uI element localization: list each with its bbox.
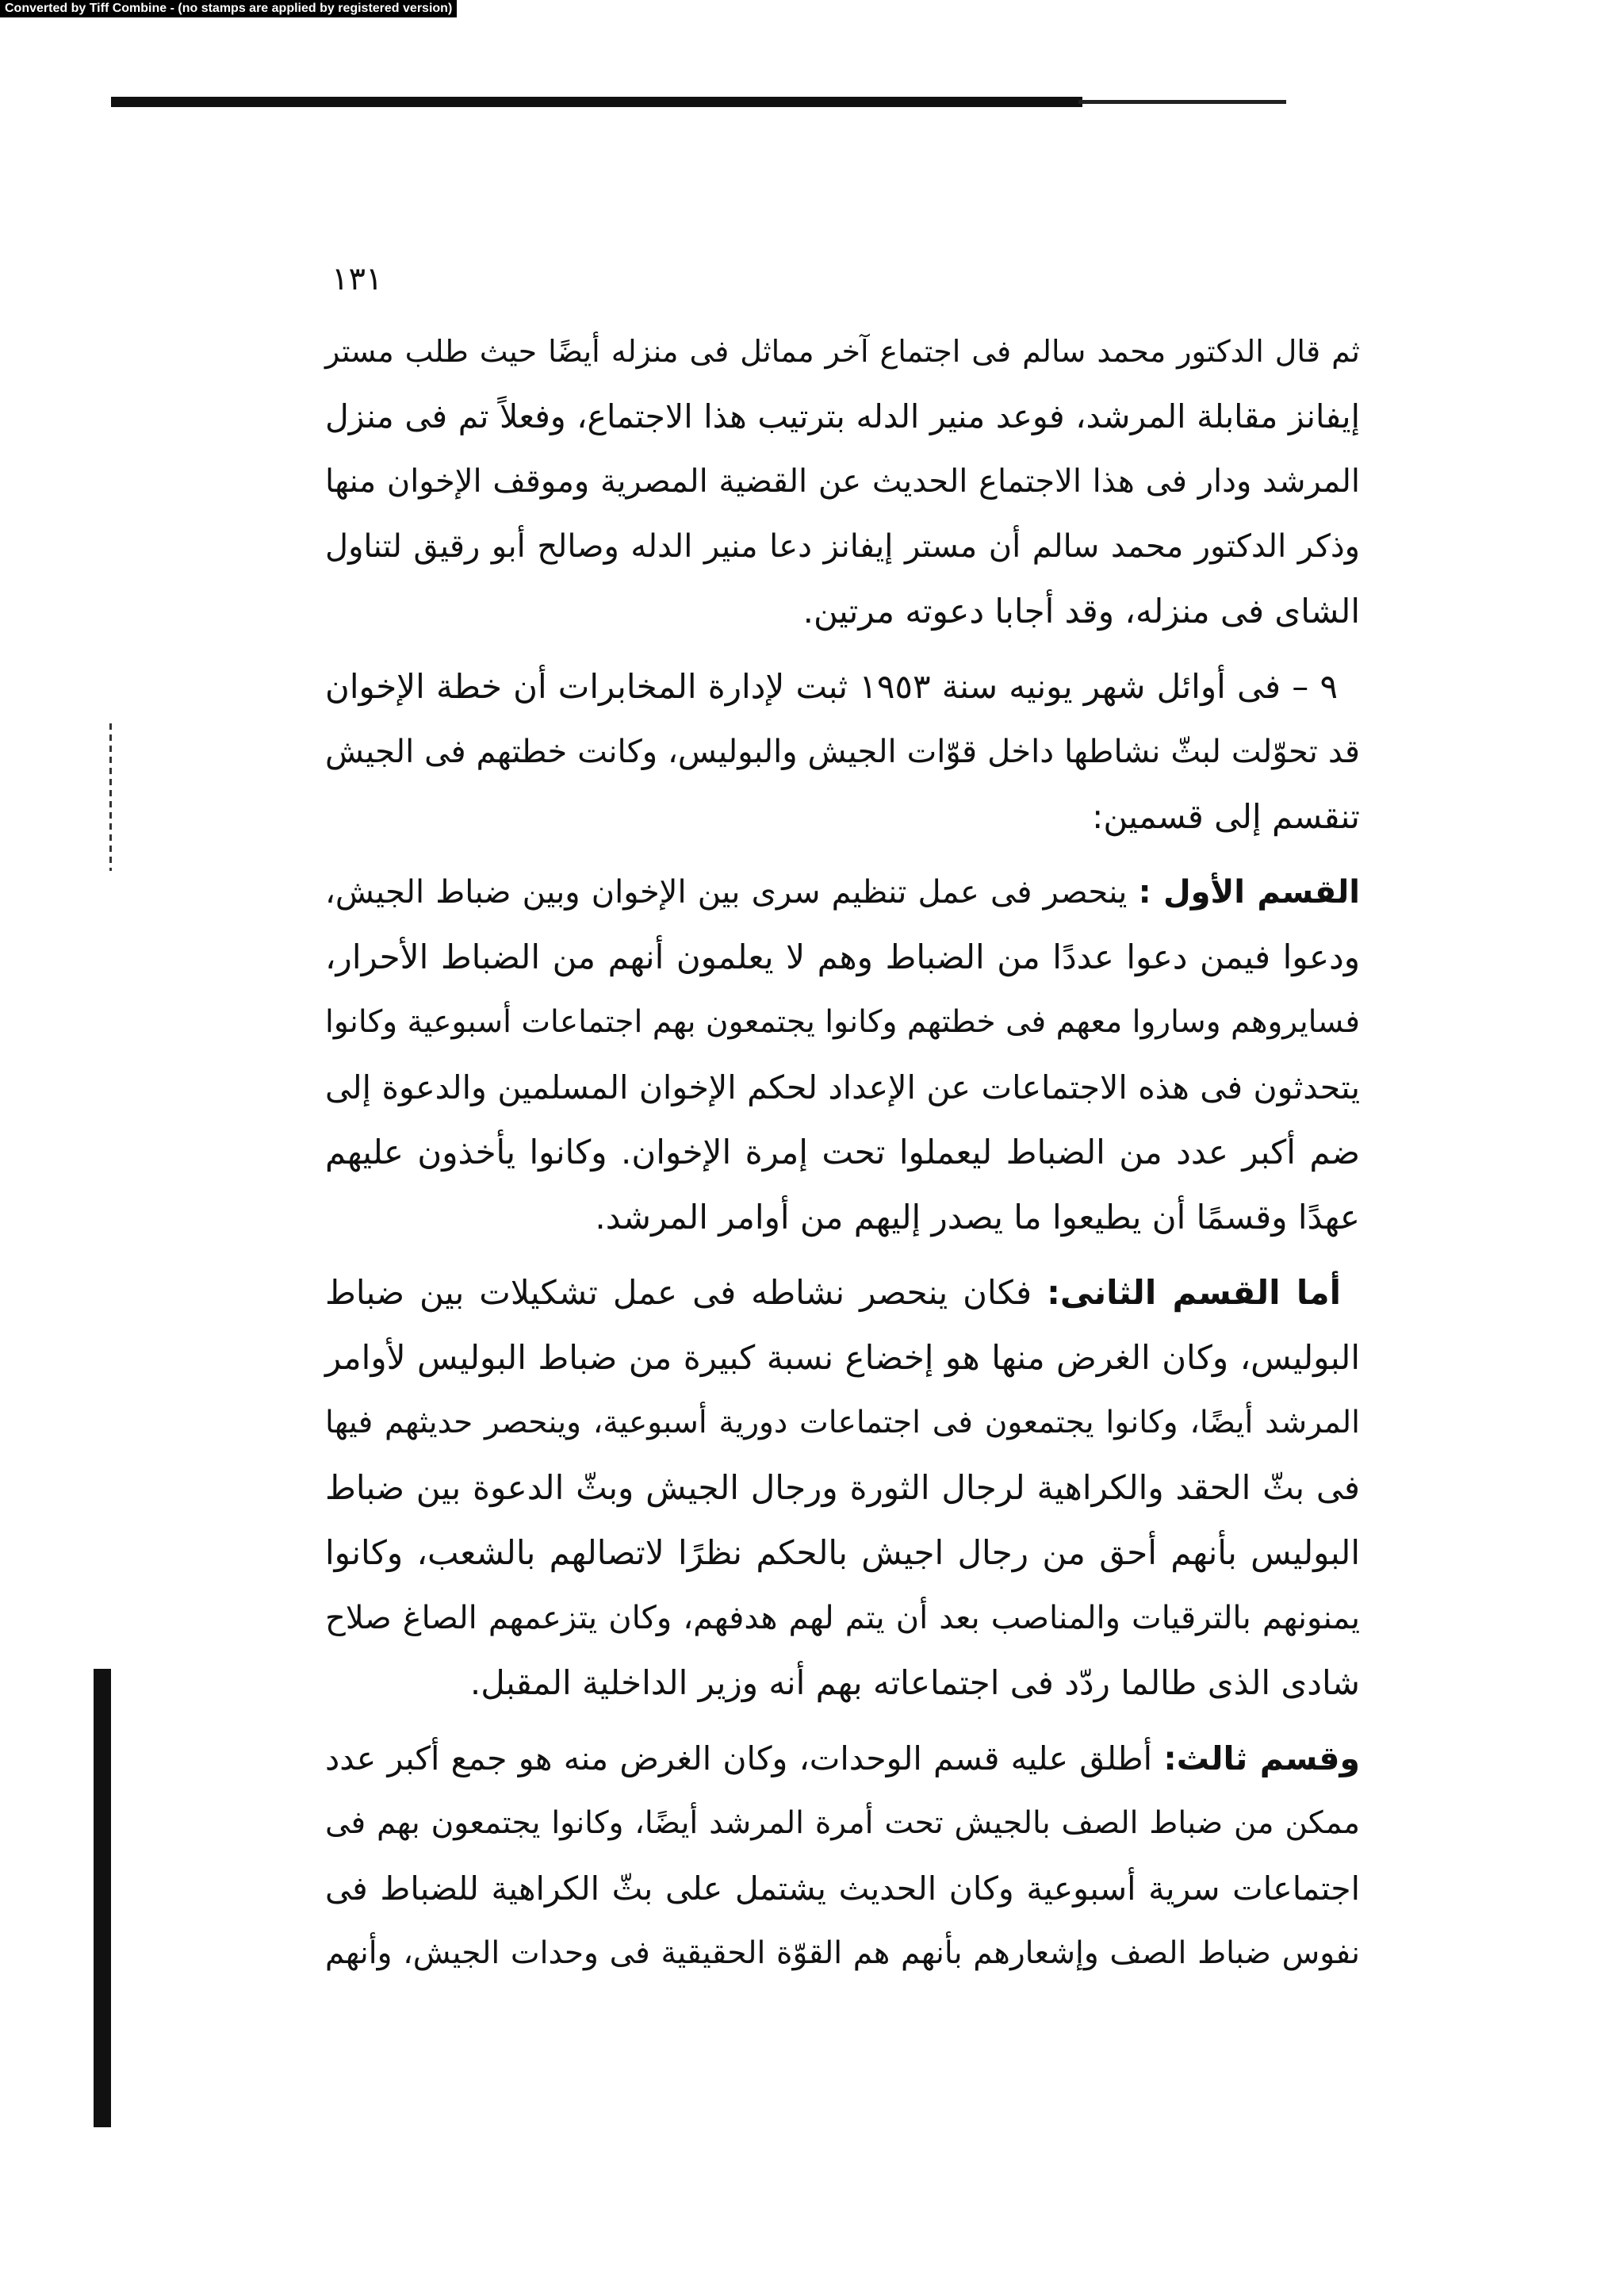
text-line: قد تحوّلت لبثّ نشاطها داخل قوّات الجيش والبوليس، وكانت خطتهم فى الجيش	[325, 734, 1360, 770]
text-line-content: أطلق عليه قسم الوحدات، وكان الغرض منه هو جمع أكبر عدد	[325, 1739, 1153, 1777]
text-line: وذكر الدكتور محمد سالم أن مستر إيفانز دعا منير الدله وصالح أبو رقيق لتناول	[325, 528, 1360, 565]
body-text	[325, 319, 1360, 1996]
section-label: وقسم ثالث:	[1163, 1739, 1360, 1777]
text-line	[325, 860, 1360, 925]
section-label: القسم الأول :	[1138, 874, 1360, 911]
paragraph-2	[325, 654, 1360, 849]
text-line: يتحدثون فى هذه الاجتماعات عن الإعداد لحكم الإخوان المسلمين والدعوة إلى	[325, 1068, 1360, 1106]
text-line-content: فكان ينحصر نشاطه فى عمل تشكيلات بين ضباط	[325, 1273, 1032, 1312]
text-line-content: ينحصر فى عمل تنظيم سرى بين الإخوان وبين ضباط الجيش،	[325, 874, 1128, 911]
section-3-paragraph	[325, 1726, 1360, 1986]
text-line	[325, 1260, 1360, 1325]
text-line: فسايروهم وساروا معهم فى خطتهم وكانوا يجتمعون بهم اجتماعات أسبوعية وكانوا	[325, 1004, 1360, 1040]
header-rule-tail	[1078, 100, 1286, 104]
section-2-paragraph	[325, 1260, 1360, 1716]
text-line: يمنونهم بالترقيات والمناصب بعد أن يتم لهم هدفهم، وكان يتزعمهم الصاغ صلاح	[325, 1600, 1360, 1636]
text-line: شادى الذى طالما ردّد فى اجتماعاته بهم أنه وزير الداخلية المقبل.	[469, 1663, 1360, 1702]
text-line: ٩ – فى أوائل شهر يونيه سنة ١٩٥٣ ثبت لإدارة المخابرات أن خطة الإخوان	[325, 667, 1338, 706]
text-line: المرشد أيضًا، وكانوا يجتمعون فى اجتماعات دورية أسبوعية، وينحصر حديثهم فيها	[325, 1405, 1360, 1440]
text-line: فى بثّ الحقد والكراهية لرجال الثورة ورجال الجيش وبثّ الدعوة بين ضباط	[325, 1468, 1360, 1507]
text-line: المرشد ودار فى هذا الاجتماع الحديث عن القضية المصرية وموقف الإخوان منها	[325, 463, 1360, 500]
scan-margin-mark	[109, 723, 112, 871]
scan-margin-bar	[94, 1669, 111, 2127]
page-number: ١٣١	[331, 261, 383, 297]
text-line: البوليس، وكان الغرض منها هو إخضاع نسبة كبيرة من ضباط البوليس لأوامر	[325, 1338, 1360, 1377]
text-line: اجتماعات سرية أسبوعية وكان الحديث يشتمل على بثّ الكراهية للضباط فى	[325, 1869, 1360, 1908]
paragraph-1	[325, 319, 1360, 644]
text-line: عهدًا وقسمًا أن يطيعوا ما يصدر إليهم من أوامر المرشد.	[595, 1198, 1360, 1237]
text-line: ضم أكبر عدد من الضباط ليعملوا تحت إمرة الإخوان. وكانوا يأخذون عليهم	[325, 1133, 1360, 1172]
text-line: نفوس ضباط الصف وإشعارهم بأنهم هم القوّة الحقيقية فى وحدات الجيش، وأنهم	[325, 1935, 1360, 1971]
text-line: ممكن من ضباط الصف بالجيش تحت أمرة المرشد أيضًا، وكانوا يجتمعون بهم فى	[325, 1805, 1360, 1841]
text-line: البوليس بأنهم أحق من رجال اجيش بالحكم نظرًا لاتصالهم بالشعب، وكانوا	[325, 1533, 1360, 1572]
text-line: ثم قال الدكتور محمد سالم فى اجتماع آخر مماثل فى منزله أيضًا حيث طلب مستر	[325, 334, 1360, 369]
text-line: ودعوا فيمن دعوا عددًا من الضباط وهم لا يعلمون أنهم من الضباط الأحرار،	[325, 938, 1360, 976]
header-rule	[111, 97, 1082, 107]
converter-banner: Converted by Tiff Combine - (no stamps are applied by registered version)	[0, 0, 457, 17]
section-label: أما القسم الثانى:	[1047, 1273, 1342, 1312]
text-line: إيفانز مقابلة المرشد، فوعد منير الدله بترتيب هذا الاجتماع، وفعلاً تم فى منزل	[325, 397, 1360, 435]
text-line	[325, 1726, 1360, 1791]
text-line: الشاى فى منزله، وقد أجابا دعوته مرتين.	[802, 592, 1360, 631]
section-1-paragraph	[325, 860, 1360, 1250]
text-line: تنقسم إلى قسمين:	[1092, 797, 1360, 836]
